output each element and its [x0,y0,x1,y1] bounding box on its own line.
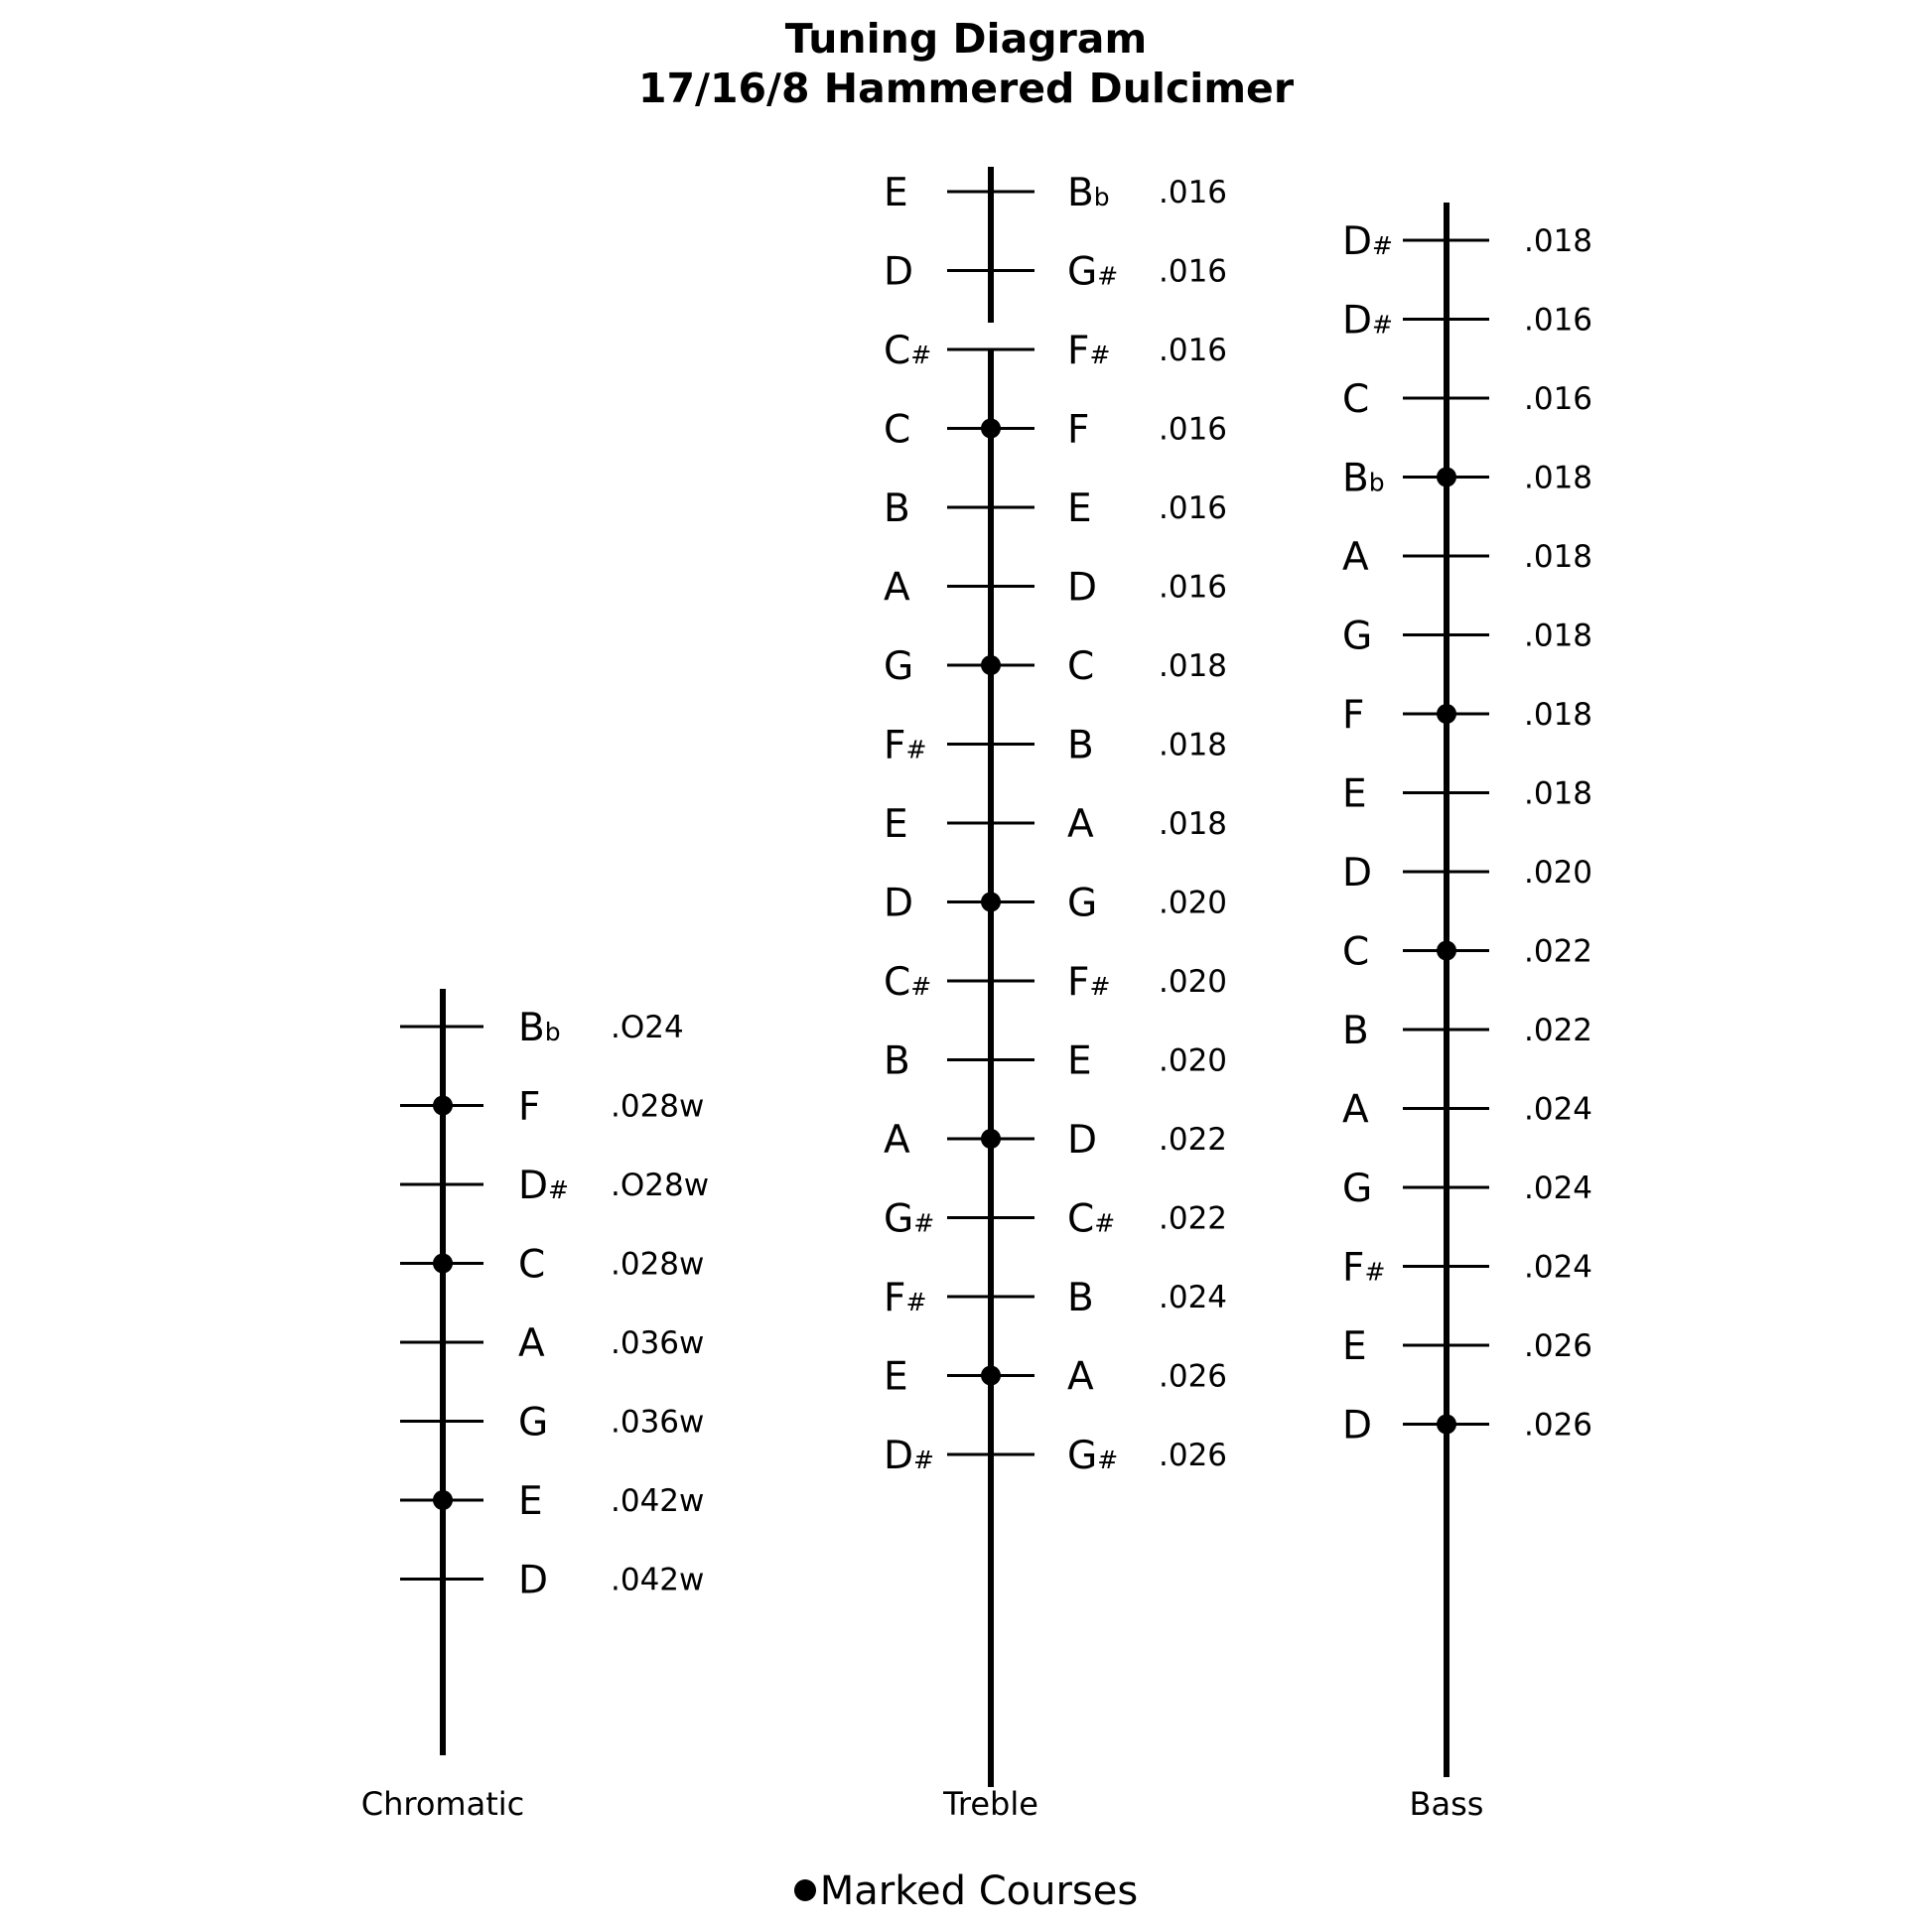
bass-note-letter: B [1342,1009,1369,1053]
treble-gauge: .026 [1159,1358,1228,1395]
treble-label: Treble [943,1785,1038,1823]
treble-left-note-letter: F [884,723,906,768]
bass-note-letter: A [1342,1087,1369,1133]
treble-left-note [884,1434,934,1478]
bass-gauge: .024 [1524,1171,1593,1206]
treble-left-note [884,724,926,768]
bass-marked-dot [1437,1415,1456,1435]
bass-note [1342,1404,1372,1449]
treble-left-note-letter: F [884,1276,906,1320]
bass-gauge: .018 [1524,223,1593,259]
treble-left-note-accidental: # [913,1446,934,1474]
chromatic-note [518,1085,540,1130]
bass-bridge [1342,203,1592,1823]
treble-right-note-letter: G [1067,881,1098,926]
treble-left-note-letter: D [884,881,914,926]
treble-right-note-accidental: # [1097,1446,1119,1474]
marked-course-dot-icon [794,1879,816,1901]
bass-gauge: .026 [1524,1328,1593,1364]
treble-gauge: .020 [1159,964,1228,1000]
bass-note [1342,772,1367,817]
treble-marked-dot [981,655,1001,675]
treble-left-note [884,1039,910,1084]
legend [0,1868,1932,1914]
treble-gauge: .024 [1159,1280,1228,1315]
treble-right-note [1067,802,1094,847]
chromatic-note [518,1401,548,1446]
treble-left-note [884,250,913,295]
treble-gauge: .018 [1159,648,1228,684]
treble-right-note-letter: A [1067,802,1094,847]
treble-left-note [884,1118,910,1163]
treble-right-note-letter: B [1067,1276,1094,1320]
treble-left-note-accidental: # [910,972,932,1001]
treble-right-note-letter: B [1067,171,1094,215]
chromatic-note-letter: A [518,1321,545,1366]
treble-gauge: .016 [1159,569,1228,606]
bass-note [1342,299,1393,344]
treble-gauge: .026 [1159,1438,1228,1473]
bass-note-letter: D [1342,219,1373,264]
bass-note [1342,930,1369,975]
treble-right-note-letter: B [1067,723,1094,768]
chromatic-gauge: .042w [611,1483,705,1519]
bass-marked-dot [1437,704,1456,724]
treble-right-note [1067,486,1092,531]
treble-left-note-letter: G [884,1196,914,1242]
treble-left-note-letter: C [884,407,911,453]
treble-left-note-letter: B [884,486,910,531]
bass-note-letter: G [1342,614,1373,659]
chromatic-marked-dot [433,1096,453,1116]
bass-note-letter: A [1342,535,1369,580]
treble-left-note [884,329,931,373]
treble-gauge: .022 [1159,1200,1228,1237]
bass-gauge: .020 [1524,855,1593,891]
treble-right-note-letter: D [1067,565,1098,611]
bass-gauge: .018 [1524,775,1593,812]
treble-gauge: .016 [1159,175,1228,210]
treble-left-note [884,171,908,215]
bass-note-accidental: b [1368,468,1385,497]
treble-gauge: .020 [1159,1042,1228,1079]
bass-gauge: .018 [1524,697,1593,733]
bass-note [1342,851,1372,896]
bass-gauge: .016 [1524,381,1593,417]
treble-right-note [1067,171,1110,215]
treble-right-note-letter: C [1067,1196,1095,1242]
chromatic-bridge [361,989,709,1823]
bass-note-letter: D [1342,851,1373,896]
treble-gauge: .016 [1159,490,1228,526]
bass-gauge: .016 [1524,302,1593,339]
chromatic-note [518,1321,545,1366]
chromatic-note [518,1243,545,1288]
bass-gauge: .018 [1524,539,1593,575]
treble-left-note-letter: D [884,249,914,295]
bass-gauge: .022 [1524,933,1593,970]
treble-left-note-letter: D [884,1434,914,1478]
bass-note [1342,535,1369,580]
title-line-1: Tuning Diagram [784,15,1148,63]
treble-left-note [884,960,931,1005]
treble-right-note [1067,882,1097,926]
treble-left-note-letter: E [884,171,908,215]
treble-marked-dot [981,1129,1001,1149]
treble-left-note [884,566,910,611]
treble-right-note-accidental: b [1093,183,1110,211]
treble-right-note [1067,960,1110,1005]
treble-gauge: .020 [1159,885,1228,921]
title-line-2: 17/16/8 Hammered Dulcimer [637,65,1295,112]
treble-marked-dot [981,419,1001,439]
treble-right-note-letter: F [1067,960,1090,1005]
treble-right-note-letter: G [1067,1434,1098,1478]
bass-gauge: .022 [1524,1013,1593,1048]
treble-left-note-letter: C [884,329,911,373]
chromatic-note-letter: D [518,1164,549,1208]
treble-gauge: .022 [1159,1122,1228,1158]
chromatic-note-letter: D [518,1558,549,1603]
chromatic-note-letter: F [518,1084,541,1130]
treble-right-note-letter: G [1067,249,1098,295]
chromatic-note-accidental: # [548,1175,569,1204]
bass-note-letter: E [1342,1324,1367,1369]
chromatic-note-letter: G [518,1400,549,1446]
treble-left-note [884,882,913,926]
treble-left-note [884,644,913,689]
bass-note [1342,1167,1372,1211]
bass-note [1342,219,1393,264]
treble-left-note [884,1355,908,1400]
chromatic-note-letter: E [518,1479,543,1524]
chromatic-note [518,1006,561,1050]
treble-right-note-accidental: # [1089,341,1111,369]
treble-left-note [884,408,910,453]
bass-note [1342,693,1364,738]
chromatic-gauge: .O28w [611,1168,710,1203]
treble-right-note-accidental: # [1094,1208,1116,1238]
bass-note-letter: G [1342,1167,1373,1211]
bass-note [1342,1088,1369,1133]
chromatic-gauge: .042w [611,1562,705,1598]
treble-left-note-letter: C [884,960,911,1005]
chromatic-note-letter: C [518,1242,546,1288]
treble-right-note-letter: D [1067,1118,1098,1163]
treble-right-note [1067,1355,1094,1400]
bass-note-letter: E [1342,771,1367,817]
treble-right-note [1067,1434,1118,1478]
bass-note [1342,377,1369,422]
chromatic-gauge: .036w [611,1404,705,1441]
treble-left-note [884,802,908,847]
bass-note-letter: F [1342,1245,1365,1291]
chromatic-gauge: .028w [611,1088,705,1125]
treble-gauge: .018 [1159,806,1228,842]
bass-note-letter: D [1342,298,1373,344]
bass-note-accidental: # [1372,231,1393,260]
bass-gauge: .018 [1524,618,1593,654]
bass-gauge: .026 [1524,1407,1593,1444]
treble-marked-dot [981,1366,1001,1386]
treble-left-note [884,486,910,531]
treble-marked-dot [981,893,1001,912]
treble-left-note-accidental: # [913,1208,935,1238]
treble-right-note [1067,1039,1092,1084]
treble-right-note [1067,1276,1094,1320]
bass-note [1342,615,1372,659]
bass-gauge: .024 [1524,1249,1593,1286]
bass-note [1342,1324,1367,1369]
treble-left-note-accidental: # [905,735,927,764]
chromatic-note-letter: B [518,1006,545,1050]
chromatic-gauge: .O24 [611,1010,684,1045]
treble-gauge: .016 [1159,333,1228,368]
bass-gauge: .024 [1524,1091,1593,1128]
treble-right-note-accidental: # [1089,972,1111,1001]
treble-left-note-letter: E [884,802,908,847]
bass-marked-dot [1437,941,1456,961]
treble-gauge: .016 [1159,253,1228,290]
bass-note-letter: D [1342,1403,1373,1449]
treble-left-note-accidental: # [905,1288,927,1316]
treble-right-note [1067,644,1094,689]
chromatic-gauge: .028w [611,1246,705,1283]
bass-note-accidental: # [1364,1257,1386,1287]
treble-bridge [884,167,1227,1823]
treble-right-note [1067,1197,1115,1242]
chromatic-note [518,1479,543,1524]
treble-right-note [1067,724,1094,768]
chromatic-gauge: .036w [611,1325,705,1361]
bass-note [1342,1009,1369,1053]
chromatic-label: Chromatic [360,1785,525,1823]
chromatic-note [518,1559,548,1603]
treble-right-note [1067,566,1097,611]
chromatic-note-accidental: b [544,1018,561,1046]
bass-note-letter: C [1342,377,1370,422]
treble-right-note-letter: F [1067,407,1090,453]
treble-right-note-letter: C [1067,644,1095,689]
chromatic-marked-dot [433,1254,453,1274]
treble-left-note-letter: A [884,565,910,611]
bass-gauge: .018 [1524,460,1593,496]
bass-note-letter: B [1342,456,1369,501]
treble-left-note-letter: G [884,644,914,689]
chromatic-note [518,1164,569,1208]
treble-gauge: .016 [1159,411,1228,448]
treble-left-note [884,1276,926,1320]
bass-marked-dot [1437,468,1456,487]
treble-left-note-letter: E [884,1354,908,1400]
treble-right-note [1067,250,1118,295]
bass-label: Bass [1409,1785,1484,1823]
treble-right-note-accidental: # [1097,261,1119,291]
treble-right-note [1067,408,1089,453]
bass-note-accidental: # [1372,310,1393,340]
bass-note-letter: F [1342,693,1365,738]
treble-left-note-accidental: # [910,341,932,369]
treble-right-note-letter: A [1067,1354,1094,1400]
bass-note-letter: C [1342,929,1370,975]
bass-note [1342,457,1385,501]
treble-right-note-letter: F [1067,329,1090,373]
treble-right-note [1067,329,1110,373]
treble-gauge: .018 [1159,727,1228,763]
treble-right-note [1067,1118,1097,1163]
bass-note [1342,1246,1385,1291]
treble-right-note-letter: E [1067,486,1092,531]
legend-label: Marked Courses [819,1868,1139,1914]
treble-left-note-letter: B [884,1038,910,1084]
treble-left-note [884,1197,934,1242]
treble-left-note-letter: A [884,1118,910,1163]
chromatic-marked-dot [433,1490,453,1510]
treble-right-note-letter: E [1067,1038,1092,1084]
